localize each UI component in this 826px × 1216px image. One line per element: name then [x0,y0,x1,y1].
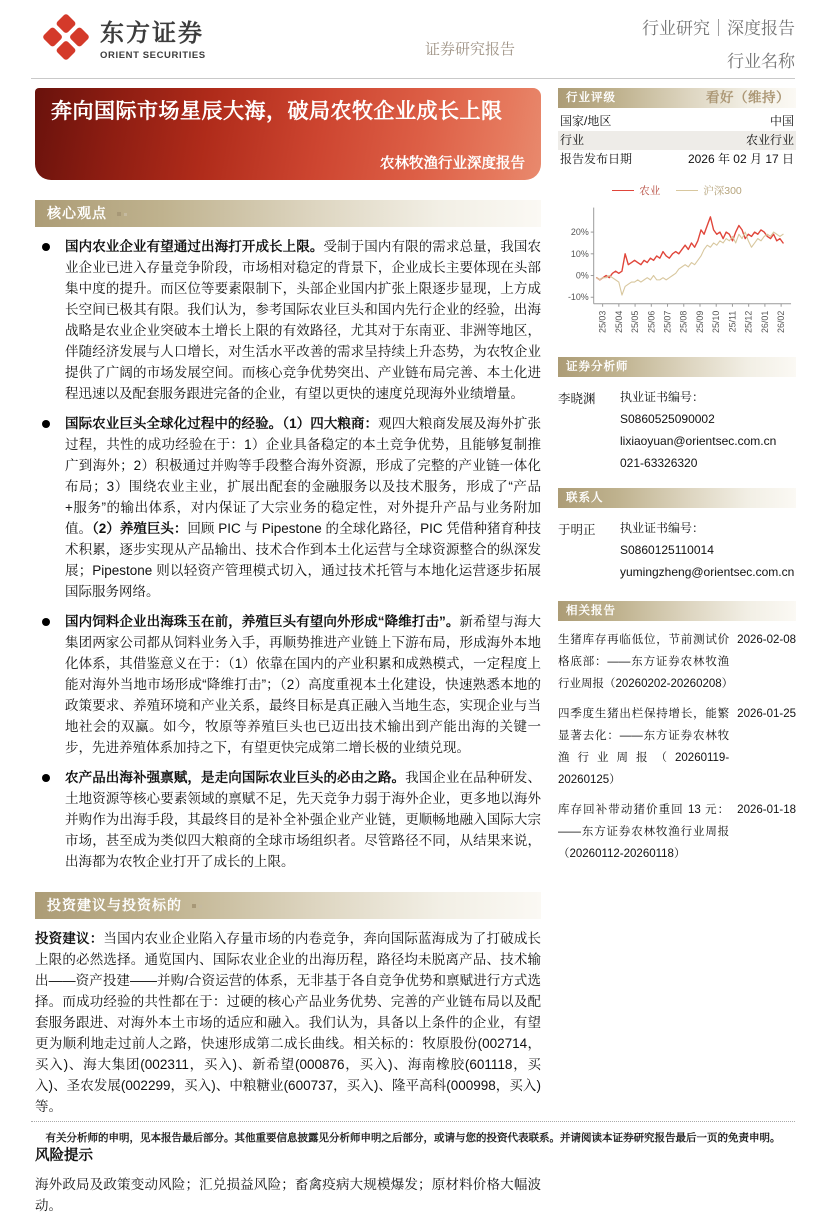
related-report-item [558,703,796,791]
person-detail-line: yumingzheng@orientsec.com.cn [620,565,795,579]
trend-line-chart [558,200,796,352]
related-reports-heading-label: 相关报告 [566,605,616,617]
svg-text:25/11: 25/11 [727,310,738,333]
person-details [620,386,796,474]
logo-cn-text: 东方证券 [100,20,204,47]
person-detail-line: 021-63326320 [620,456,698,470]
legend-line-icon [676,190,698,191]
performance-chart [558,200,796,357]
info-label: 报告发布日期 [560,152,633,166]
bold-lead-text: 投资建议： [35,931,104,946]
body-text: 观四大粮商发展及海外扩张过程，共性的成功经验在于：1）企业具备稳定的本土竞争优势，且能够复制推广到海外；2）积极通过并购等手段整合海外资源，形成了完整的产业链一体化布局；3）围绕农业主业，扩展出配套的金融服务以及技术服务，形成了“产品+服务”的输出体系，对内保证了大宗业务的稳定性，对外提升产品与业务附加值。 [65,416,541,536]
svg-text:26/02: 26/02 [776,310,787,334]
svg-text:25/03: 25/03 [597,310,608,334]
bold-lead-text: 国际农业巨头全球化过程中的经验。（1）四大粮商： [65,416,379,431]
bold-lead-text: （2）养殖巨头： [92,521,188,536]
header-divider [31,78,795,79]
person-entry [558,386,796,474]
risk-text: 海外政局及政策变动风险；汇兑损益风险；畜禽疫病大规模爆发；原材料价格大幅波动。 [35,1177,541,1213]
disclaimer-footer: 有关分析师的申明，见本报告最后部分。其他重要信息披露见分析师申明之后部分，或请与您的投资代表联系。并请阅读本证券研究报告最后一页的免责申明。 [31,1121,795,1145]
chart-legend [558,183,796,198]
rating-value: 看好（维持） [706,90,790,105]
svg-text:25/07: 25/07 [662,310,673,334]
contacts-list [558,517,796,583]
orient-securities-logo [42,13,206,61]
bullet-icon [42,774,50,782]
svg-text:0%: 0% [575,270,589,281]
heading-marker-icon [192,904,205,908]
body-text: 受制于国内有限的需求总量，我国农业企业已进入存量竞争阶段，市场相对稳定的背景下，企业成长主要体现在头部集中度的提升。而区位等要素限制下，头部企业国内扩张上限逐步显现，上方成长空间已极其有限。我们认为，参考国际农业巨头和国内先行企业的经验，出海战略是农业企业突破本土增长上限的有效路径，尤其对于东南亚、非洲等地区，伴随经济发展与人口增长，对生活水平改善的需求呈持续上升态势，为农牧企业提供了广阔的市场发展空间。而核心竞争优势突出、产业链布局完善、本土化进程迅速以及配套服务跟进完备的企业，有望以更快的速度兑现海外业绩增量。 [65,239,542,401]
bullet-icon [42,618,50,626]
svg-text:20%: 20% [570,227,589,238]
svg-text:25/10: 25/10 [711,310,722,334]
contacts-banner [558,488,796,508]
bullet-icon [42,243,50,251]
svg-text:25/09: 25/09 [694,310,705,334]
bold-lead-text: 国内农业企业有望通过出海打开成长上限。 [65,239,324,254]
analysts-heading-label: 证券分析师 [566,361,629,373]
report-type-label: 证券研究报告 [424,41,515,58]
svg-text:-10%: -10% [567,292,589,303]
related-report-title: 生猪库存再临低位，节前测试价格底部：——东方证券农林牧渔行业周报（20260202-20260208） [558,634,734,690]
svg-text:25/08: 25/08 [678,310,689,334]
info-row [558,131,796,150]
core-view-bullet [35,236,541,404]
category-line2: 行业名称 [727,52,795,71]
related-report-date: 2026-01-18 [737,804,796,816]
person-detail-line: 执业证书编号：S0860525090002 [620,390,715,426]
related-report-item [558,799,796,865]
body-text: 回顾 PIC 与 Pipestone 的全球化路径，PIC 凭借种猪育种技术积累，逐步实现从产品输出、技术合作到本土化运营与全球资源整合的纵深发展；Pipestone 则以轻资产管理模式切入，通过技术托管与本地化运营逐步拓展国际服务网络。 [65,521,541,599]
related-report-title: 四季度生猪出栏保持增长，能繁显著去化：——东方证券农林牧渔行业周报（20260119-20260125） [558,708,730,786]
legend-line-icon [612,190,634,191]
svg-text:25/06: 25/06 [646,310,657,334]
legend-label: 农业 [639,185,661,197]
legend-label: 沪深300 [703,185,742,197]
related-reports-banner [558,601,796,621]
report-title: 奔向国际市场星辰大海，破局农牧企业成长上限 [51,100,503,123]
legend-item [676,183,742,198]
analysts-list [558,386,796,474]
bullet-icon [42,420,50,428]
info-row [558,150,796,169]
risk-heading: 风险提示 [35,1148,93,1164]
bold-lead-text: 农产品出海补强禀赋，是走向国际农业巨头的必由之路。 [65,770,406,785]
core-views-heading-label: 核心观点 [47,205,107,221]
logo-diamond-icon [42,13,90,61]
rating-heading-label: 行业评级 [566,92,616,104]
related-reports-list [558,629,796,865]
investment-heading-label: 投资建议与投资标的 [47,897,182,913]
report-header [0,0,826,78]
svg-text:10%: 10% [570,248,589,259]
svg-text:25/04: 25/04 [613,310,624,334]
section-heading-core-views [35,200,541,227]
related-report-date: 2026-01-25 [737,708,796,720]
bold-lead-text: 国内饲料企业出海珠玉在前，养殖巨头有望向外形成“降维打击”。 [65,614,460,629]
report-subtitle: 农林牧渔行业深度报告 [380,156,525,172]
legend-item [612,183,660,198]
logo-en-text: ORIENT SECURITIES [100,50,206,61]
investment-paragraph [35,928,541,1117]
industry-rating-banner [558,88,796,108]
report-info-table [558,112,796,169]
contacts-heading-label: 联系人 [566,492,604,504]
report-category [642,14,795,72]
core-views-bullet-list [35,236,541,872]
body-text: 新希望与海大集团两家公司都从饲料业务入手，再顺势推进产业链上下游布局，形成海外本地化体系，其借鉴意义在于：（1）依靠在国内的产业积累和成熟模式，一定程度上能对海外当地市场形成“降维打击”；（2）高度重视本土化建设，快速熟悉本地的政策要求、养殖环境和产业关系，最终目标是真正融入当地生态，实现企业与当地社会的双赢。如今，牧原等养殖巨头也已迈出技术输出到产能出海的关键一步，先进养殖体系加持之下，有望更快完成第二增长极的业绩兑现。 [65,614,542,755]
person-name: 李晓渊 [558,392,596,406]
body-text: 当国内农业企业陷入存量市场的内卷竞争，奔向国际蓝海成为了打破成长上限的必然选择。通览国内、国际农业企业的出海历程，路径均未脱离产品、技术输出——资产投建——并购/合资运营的体系，无非基于各自竞争优势和禀赋进行方式选择。而成功经验的共性都在于：过硬的核心产品业务优势、完善的产业链布局以及配套服务跟进、对海外本土市场的适应和融入。我们认为，具备以上条件的企业，有望更为顺利地走过前人之路，快速形成第二成长曲线。相关标的：牧原股份(002714，买入)、海大集团(002311，买入)、新希望(000876，买入)、海南橡胶(601118，买入)、圣农发展(002299，买入)、中粮糖业(600737，买入)、隆平高科(000998，买入)等。 [35,931,542,1114]
svg-text:25/05: 25/05 [630,310,641,334]
main-column [35,88,541,1216]
core-view-bullet [35,413,541,602]
person-details [620,517,796,583]
section-heading-investment [35,892,541,919]
person-name: 于明正 [558,523,596,537]
core-view-bullet [35,611,541,758]
analysts-banner [558,357,796,377]
info-value: 中国 [769,114,794,128]
body-text: 我国企业在品种研发、土地资源等核心要素领域的禀赋不足，先天竞争力弱于海外企业，更多地以海外并购作为出海手段，其最终目的是补全补强企业产业链，更顺畅地融入国际大宗市场，甚至成为类似四大粮商的全球市场组织者。尽管路径不同，从结果来说，出海都为农牧企业打开了成长的上限。 [65,770,542,869]
info-value: 农业行业 [745,133,794,147]
title-banner [35,88,541,180]
svg-text:25/12: 25/12 [743,310,754,334]
info-label: 国家/地区 [560,114,612,128]
info-label: 行业 [560,133,585,147]
sidebar [558,88,796,865]
core-view-bullet [35,767,541,872]
info-row [558,112,796,131]
heading-marker-icon [117,212,130,216]
related-report-date: 2026-02-08 [737,634,796,646]
person-detail-line: 执业证书编号：S0860125110014 [620,521,714,557]
svg-text:26/01: 26/01 [759,310,770,334]
category-line1: 行业研究｜深度报告 [642,19,795,38]
person-detail-line: lixiaoyuan@orientsec.com.cn [620,434,777,448]
person-entry [558,517,796,583]
info-value: 2026 年 02 月 17 日 [687,152,794,166]
related-report-title: 库存回补带动猪价重回 13 元：——东方证券农林牧渔行业周报（20260112-20260118） [558,804,730,860]
related-report-item [558,629,796,695]
